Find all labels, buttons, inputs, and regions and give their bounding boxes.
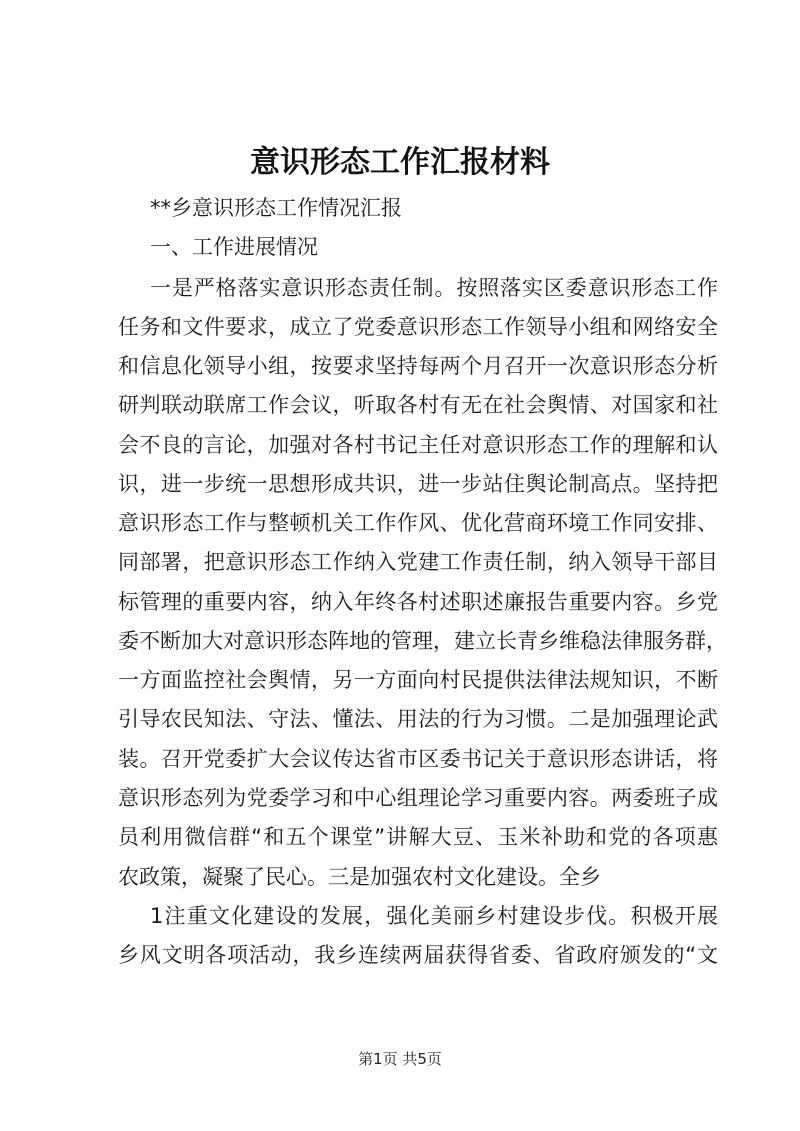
body-line: 研判联动联席工作会议，听取各村有无在社会舆情、对国家和社 bbox=[118, 393, 718, 417]
body-line: 意识形态工作与整顿机关工作作风、优化营商环境工作同安排、 bbox=[118, 511, 718, 535]
body-line: 和信息化领导小组，按要求坚持每两个月召开一次意识形态分析 bbox=[118, 354, 718, 378]
document-title: 意识形态工作汇报材料 bbox=[250, 145, 550, 180]
body-line: 意识形态列为党委学习和中心组理论学习重要内容。两委班子成 bbox=[118, 786, 718, 810]
body-line: 识，进一步统一思想形成共识，进一步站住舆论制高点。坚持把 bbox=[118, 472, 718, 496]
body-line: 一方面监控社会舆情，另一方面向村民提供法律法规知识，不断 bbox=[118, 668, 718, 692]
body-line: 员利用微信群“和五个课堂”讲解大豆、玉米补助和党的各项惠 bbox=[118, 825, 718, 849]
section-heading: 一、工作进展情况 bbox=[150, 235, 318, 259]
body-line: 任务和文件要求，成立了党委意识形态工作领导小组和网络安全 bbox=[118, 315, 718, 339]
body-line: 乡风文明各项活动，我乡连续两届获得省委、省政府颁发的“文 bbox=[118, 943, 718, 967]
subtitle: **乡意识形态工作情况汇报 bbox=[150, 196, 402, 220]
body-line: 委不断加大对意识形态阵地的管理，建立长青乡维稳法律服务群， bbox=[118, 629, 727, 653]
body-line: 农政策，凝聚了民心。三是加强农村文化建设。全乡 bbox=[118, 865, 601, 889]
body-line: 一是严格落实意识形态责任制。按照落实区委意识形态工作 bbox=[150, 276, 718, 300]
page-footer: 第1页 共5页 bbox=[358, 1050, 442, 1068]
body-line: 标管理的重要内容，纳入年终各村述职述廉报告重要内容。乡党 bbox=[118, 590, 718, 614]
body-line: 1注重文化建设的发展，强化美丽乡村建设步伐。积极开展 bbox=[150, 904, 718, 928]
body-line: 引导农民知法、守法、懂法、用法的行为习惯。二是加强理论武 bbox=[118, 707, 718, 731]
body-line: 同部署，把意识形态工作纳入党建工作责任制，纳入领导干部目 bbox=[118, 550, 718, 574]
body-line: 会不良的言论，加强对各村书记主任对意识形态工作的理解和认 bbox=[118, 433, 718, 457]
body-line: 装。召开党委扩大会议传达省市区委书记关于意识形态讲话，将 bbox=[118, 747, 718, 771]
